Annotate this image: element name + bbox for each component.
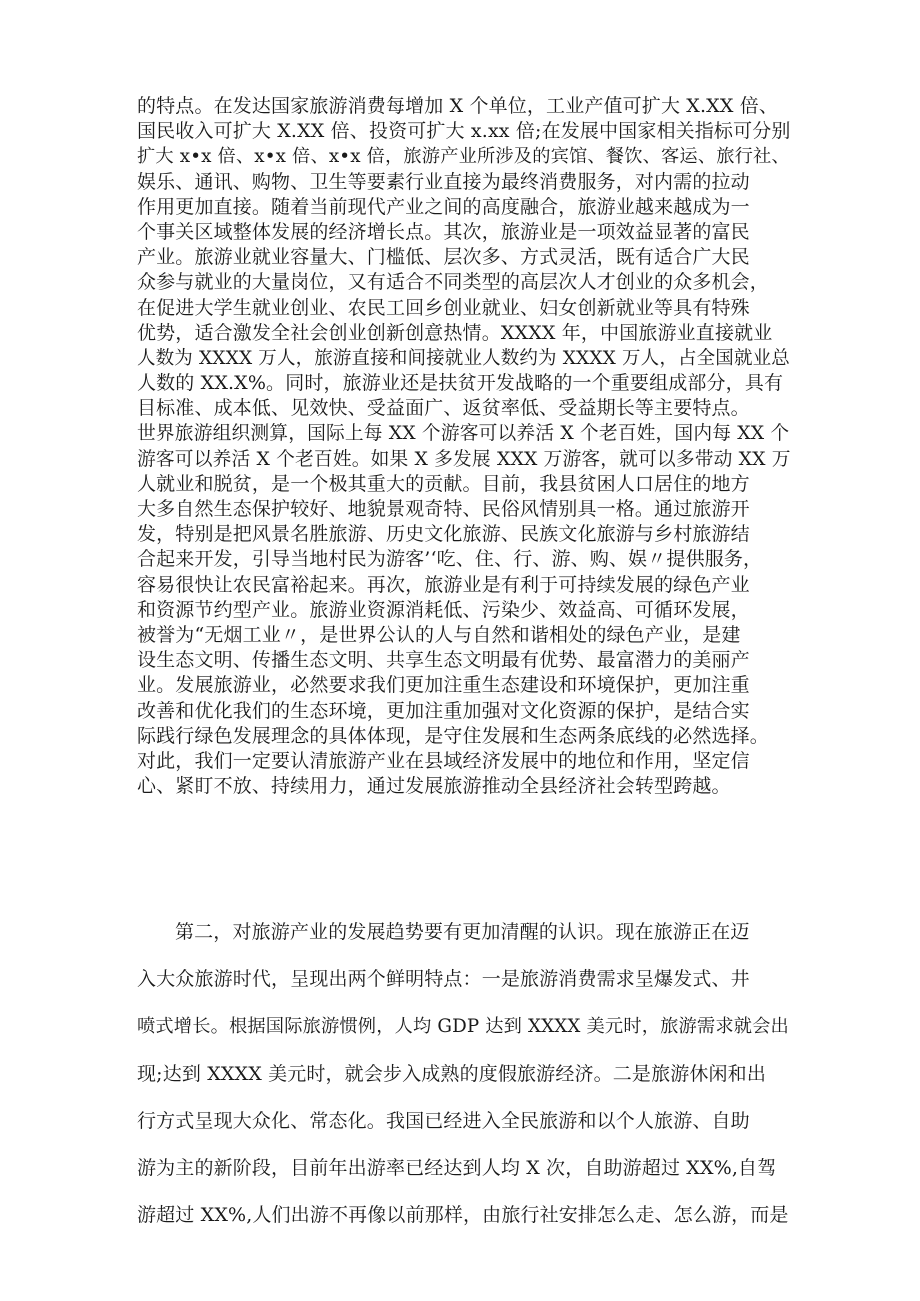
text-line: 喷式增长。根据国际旅游惯例，人均 GDP 达到 XXXX 美元时，旅游需求就会出 xyxy=(137,1016,789,1038)
text-line: 入大众旅游时代，呈现出两个鲜明特点：一是旅游消费需求呈爆发式、井 xyxy=(137,968,750,991)
text-line: 际践行绿色发展理念的具体体现，是守住发展和生态两条底线的必然选择。 xyxy=(137,724,769,747)
text-line: 个事关区域整体发展的经济增长点。其次，旅游业是一项效益显著的富民 xyxy=(137,220,750,243)
text-line: 扩大 x•x 倍、x•x 倍、x•x 倍，旅游产业所涉及的宾馆、餐饮、客运、旅行社、 xyxy=(137,146,790,168)
paragraph-tourism-trends xyxy=(137,909,797,1239)
text-line: 娱乐、通讯、购物、卫生等要素行业直接为最终消费服务，对内需的拉动 xyxy=(137,170,750,193)
text-line: 产业。旅游业就业容量大、门槛低、层次多、方式灵活，既有适合广大民 xyxy=(137,246,750,269)
text-line: 心、紧盯不放、持续用力，通过发展旅游推动全县经济社会转型跨越。 xyxy=(137,775,731,798)
text-line: 设生态文明、传播生态文明、共享生态文明最有优势、最富潜力的美丽产 xyxy=(137,649,750,672)
text-line: 人数为 XXXX 万人，旅游直接和间接就业人数约为 XXXX 万人，占全国就业总 xyxy=(137,347,790,369)
text-line: 容易很快让农民富裕起来。再次，旅游业是有利于可持续发展的绿色产业 xyxy=(137,573,750,596)
text-line: 人就业和脱贫，是一个极其重大的贡献。目前，我县贫困人口居住的地方 xyxy=(137,472,750,495)
text-line: 国民收入可扩大 X.XX 倍、投资可扩大 x.xx 倍;在发展中国家相关指标可分别 xyxy=(137,120,791,143)
text-line: 游超过 XX%,人们出游不再像以前那样，由旅行社安排怎么走、怎么游，而是 xyxy=(137,1204,789,1227)
text-line: 改善和优化我们的生态环境，更加注重加强对文化资源的保护，是结合实 xyxy=(137,699,750,722)
text-line: 作用更加直接。随着当前现代产业之间的高度融合，旅游业越来越成为一 xyxy=(137,195,750,218)
text-line: 目标准、成本低、见效快、受益面广、返贫率低、受益期长等主要特点。 xyxy=(137,397,750,420)
text-line: 现;达到 XXXX 美元时，就会步入成熟的度假旅游经济。二是旅游休闲和出 xyxy=(137,1062,766,1085)
text-line: 众参与就业的大量岗位，又有适合不同类型的高层次人才创业的众多机会， xyxy=(137,271,769,294)
text-line: 行方式呈现大众化、常态化。我国已经进入全民旅游和以个人旅游、自助 xyxy=(137,1109,750,1132)
text-line: 大多自然生态保护较好、地貌景观奇特、民俗风情别具一格。通过旅游开 xyxy=(137,498,750,520)
text-line: 发，特别是把风景名胜旅游、历史文化旅游、民族文化旅游与乡村旅游结 xyxy=(137,523,750,546)
text-line: 在促进大学生就业创业、农民工回乡创业就业、妇女创新就业等具有特殊 xyxy=(137,296,750,319)
text-line: 对此，我们一定要认清旅游产业在县域经济发展中的地位和作用，坚定信 xyxy=(137,749,750,772)
paragraph-tourism-benefits xyxy=(137,94,797,799)
text-line: 业。发展旅游业，必然要求我们更加注重生态建设和环境保护，更加注重 xyxy=(137,674,750,697)
text-line: 和资源节约型产业。旅游业资源消耗低、污染少、效益高、可循环发展， xyxy=(137,598,750,621)
text-line: 的特点。在发达国家旅游消费每增加 X 个单位，工业产值可扩大 X.XX 倍、 xyxy=(137,95,779,117)
text-line: 游客可以养活 X 个老百姓。如果 X 多发展 XXX 万游客，就可以多带动 XX 万 xyxy=(137,448,791,470)
text-line: 第二，对旅游产业的发展趋势要有更加清醒的认识。现在旅游正在迈 xyxy=(175,921,750,943)
text-line: 游为主的新阶段，目前年出游率已经达到人均 X 次，自助游超过 XX%,自驾 xyxy=(137,1156,777,1179)
text-line: 人数的 XX.X%。同时，旅游业还是扶贫开发战略的一个重要组成部分，具有 xyxy=(137,372,784,395)
text-line: 被誉为“无烟工业〃，是世界公认的人与自然和谐相处的绿色产业，是建 xyxy=(137,623,741,646)
text-line: 合起来开发，引导当地村民为游客’‘吃、住、行、游、购、娱〃提供服务， xyxy=(137,548,763,571)
text-line: 优势，适合激发全社会创业创新创意热情。XXXX 年，中国旅游业直接就业 xyxy=(137,321,773,344)
text-line: 世界旅游组织测算，国际上每 XX 个游客可以养活 X 个老百姓，国内每 XX 个 xyxy=(137,423,790,445)
